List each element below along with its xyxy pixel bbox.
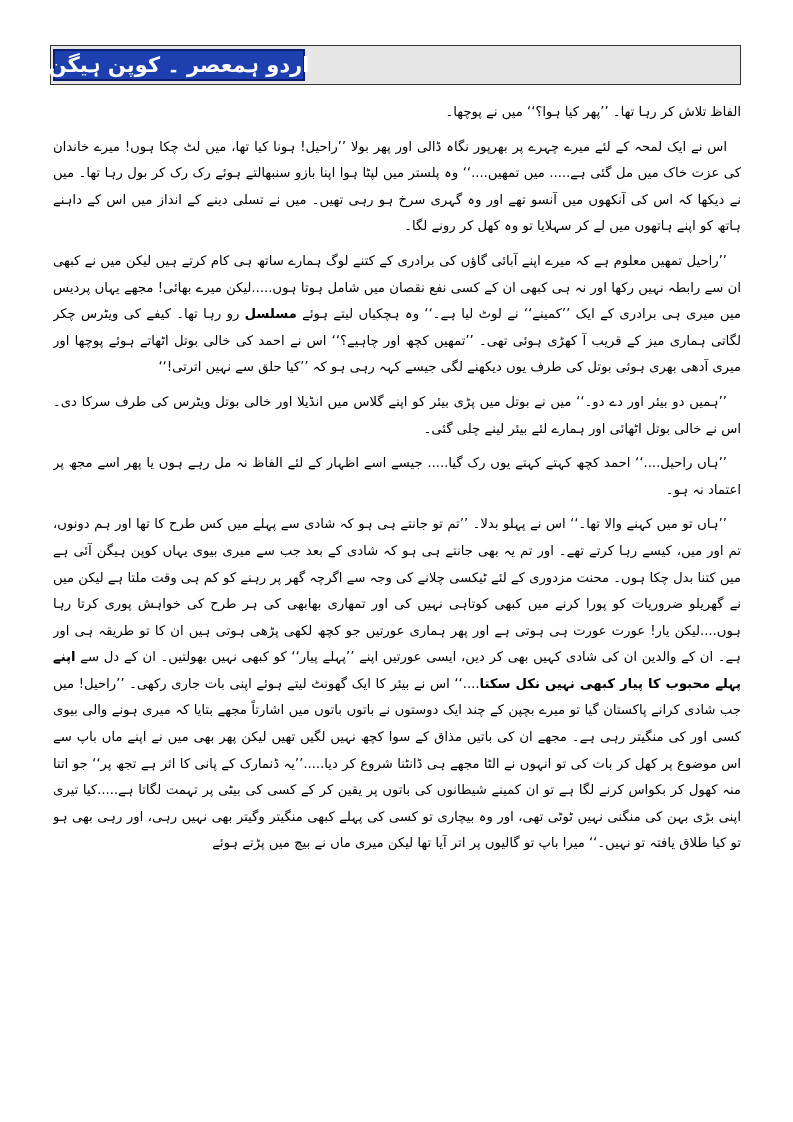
paragraph-text: ’’ہمیں دو بیئر اور دے دو۔‘‘ میں نے بوتل میں پڑی بیئر کو اپنے گلاس میں انڈیلا اور خالی بوتل ویٹرس کی طرف سرکا دی۔ اس نے خالی بوتل اٹھائی اور ہمارے لئے بیئر لینے چلی گئی۔ xyxy=(53,394,741,437)
paragraph xyxy=(53,249,741,382)
paragraph-text: الفاظ تلاش کر رہا تھا۔ ’’پھر کیا ہوا؟‘‘ میں نے پوچھا۔ xyxy=(445,105,741,120)
paragraph xyxy=(53,512,741,858)
emphasized-text: مسلسل xyxy=(244,307,297,323)
paragraph-text: ’’راحیل تمھیں معلوم ہے کہ میرے اپنے آبائی گاؤں کی برادری کے کتنے لوگ ہمارے ساتھ ہی کام کرتے ہیں لیکن میں نے کبھی ان سے رابطہ نہیں رکھا اور نہ ہی کبھی ان کے کسی نفع نقصان میں شامل ہوتا ہوں.....لیکن میرے بھائی! مجھے یہاں پردیس میں میری ہی برادری کے ایک ’’کمینے‘‘ نے لوٹ لیا ہے۔‘‘ وہ ہچکیاں لیتے ہوئے xyxy=(53,253,741,323)
paragraph xyxy=(53,100,741,127)
paragraph xyxy=(53,135,741,241)
magazine-title: اردو ہمعصر ۔ کوپن ہیگن xyxy=(48,53,310,77)
paragraph xyxy=(53,390,741,443)
header-banner xyxy=(48,49,310,81)
page-header xyxy=(50,45,741,85)
paragraph-text: رو رہا تھا۔ کیفے کی ویٹرس چکر لگاتی ہماری میز کے قریب آ کھڑی ہوئی تھی۔ ’’تمھیں کچھ اور چاہیے؟‘‘ اس نے احمد کی خالی بوتل اٹھاتے ہوئے پوچھا اور میری آدھی بھری ہوئی بوتل کی طرف یوں دیکھنے لگی جیسے کہہ رہی ہو کہ ’’کیا حلق سے نہیں اترتی!‘‘ xyxy=(53,307,741,376)
paragraph-text: ’’ہاں راحیل....‘‘ احمد کچھ کہتے کہتے یوں رک گیا..... جیسے اسے اظہار کے لئے الفاظ نہ مل رہے ہوں یا پھر اسے مجھ پر اعتماد نہ ہو۔ xyxy=(53,456,741,498)
paragraph-text: ’’ہاں تو میں کہنے والا تھا۔‘‘ اس نے پہلو بدلا۔ ’’تم تو جانتے ہی ہو کہ شادی سے پہلے میں کس طرح کا تھا اور ہم دونوں، تم اور میں، کیسے رہا کرتے تھے۔ اور تم یہ بھی جانتے ہی ہو کہ شادی کے بعد جب سے میری بیوی یہاں کوپن ہیگن آئی ہے میں کتنا بدل چکا ہوں۔ محنت مزدوری کے لئے ٹیکسی چلانے کی وجہ سے اگرچہ گھر پر رہنے کو کم ہی وقت ملتا ہے لیکن میں نے گھریلو ضروریات کو پورا کرنے میں کبھی کوتاہی نہیں کی اور تمھاری بھابھی کی ہر طرح کی خواہش پوری کرتا رہا ہوں....لیکن یار! عورت عورت ہی ہوتی ہے اور پھر ہماری عورتیں جو کچھ لکھی پڑھی ہوتی ہیں ان کا تو طریقہ ہی اور ہے۔ ان کے والدین ان کی شادی کہیں بھی کر دیں، ایسی عورتیں اپنے ’’پہلے پیار‘‘ کو کبھی نہیں بھولتیں۔ ان کے دل سے xyxy=(53,517,741,666)
paragraph-text: اس نے ایک لمحہ کے لئے میرے چہرے پر بھرپور نگاہ ڈالی اور پھر بولا ’’راحیل! ہونا کیا تھا، میں لٹ چکا ہوں! میرے خاندان کی عزت خاک میں مل گئی ہے..... میں تمھیں....‘‘ وہ پلستر میں لپٹا ہوا اپنا بازو سنبھالتے ہوئے رک رک کر بول رہا تھا۔ میں نے دیکھا کہ اس کی آنکھوں میں آنسو تھے اور وہ گہری سرخ ہو رہی تھیں۔ میں نے تسلی دینے کے انداز میں اس کے داہنے ہاتھ کو اپنے ہاتھوں میں لے کر سہلایا تو وہ کھل کر رونے لگا۔ xyxy=(53,139,741,235)
article-body xyxy=(53,100,741,1100)
paragraph xyxy=(53,451,741,504)
paragraph-text: ....‘‘ اس نے بیئر کا ایک گھونٹ لیتے ہوئے اپنی بات جاری رکھی۔ ’’راحیل! میں جب شادی کرانے پاکستان گیا تو میرے بچپن کے چند ایک دوستوں نے باتوں باتوں میں اشارتاً مجھے بتایا کہ میری ہونے والی بیوی کسی اور کی منگیتر رہی ہے۔ مجھے ان کی باتیں مذاق کے سوا کچھ نہیں لگیں تھیں لیکن پھر بھی میں نے اپنے ماں باپ سے اس موضوع پر کھل کر بات کی تو انہوں نے الٹا مجھے ہی ڈانٹنا شروع کر دیا.....’’یہ ڈنمارک کے پانی کا اثر ہے تجھ پر‘‘ جو اتنا منہ کھول کر بکواس کرنے لگا ہے تو ان کمینے شیطانوں کی باتوں پر یقین کر کے کسی کی بیٹی پر تہمت لگاتا ہے.....کیا تیری اپنی بڑی بہن کی منگنی نہیں ٹوٹی تھی، اور وہ بیچاری تو کسی کی پہلے کبھی منگیتر وگیتر بھی نہیں رہی، اور رہی بھی ہو تو کیا طلاق یافتہ تو نہیں۔‘‘ میرا باپ تو گالیوں پر اتر آیا تھا لیکن میری ماں نے بیچ میں پڑتے ہوئے xyxy=(53,676,741,852)
emphasized-text: اپنے پہلے محبوب کا پیار کبھی نہیں نکل سکتا xyxy=(53,650,741,692)
